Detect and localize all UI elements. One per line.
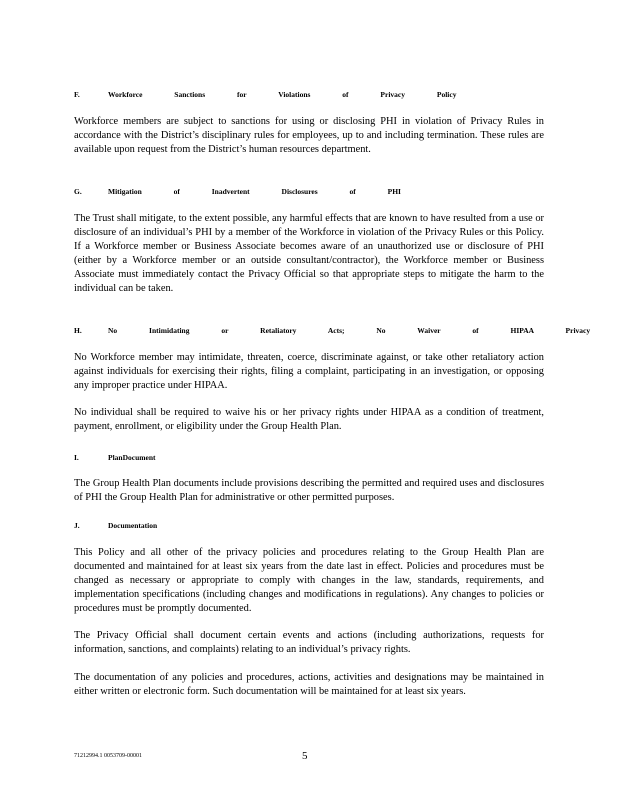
section-title: Mitigation of Inadvertent Disclosures of PHI <box>108 187 401 196</box>
section-letter: J. <box>74 521 80 530</box>
section-title: Workforce Sanctions for Violations of Privacy Policy <box>108 90 457 99</box>
section-title: PlanDocument <box>108 453 156 462</box>
section-title: Documentation <box>108 521 158 530</box>
paragraph: No Workforce member may intimidate, threaten, coerce, discriminate against, or take other retaliatory action against individuals for exercising their rights, filing a complaint, participating in an investigation, or opposing any improper practice under HIPAA. <box>74 352 544 391</box>
section-letter: F. <box>74 90 80 99</box>
section-letter: H. <box>74 326 82 335</box>
paragraph: The Group Health Plan documents include provisions describing the permitted and required uses and disclosures of PHI the Group Health Plan for administrative or other permitted purposes. <box>74 478 544 503</box>
paragraph: No individual shall be required to waive his or her privacy rights under HIPAA as a condition of treatment, payment, enrollment, or eligibility under the Group Health Plan. <box>74 407 544 432</box>
paragraph: The Trust shall mitigate, to the extent possible, any harmful effects that are known to have resulted from a use or disclosure of an individual’s PHI by a member of the Workforce in violation of the Privacy Rules or this Policy. If a Workforce member or Business Associate becomes aware of an unauthorized use or disclosure of PHI (either by a Workforce member or an outside consultant/contractor), the Workforce member or Business Associate must immediately contact the Privacy Official so that appropriate steps to mitigate the harm to the individual can be taken. <box>74 213 544 294</box>
section-letter: G. <box>74 187 82 196</box>
section-title: No Intimidating or Retaliatory Acts; No Waiver of HIPAA Privacy <box>108 326 591 335</box>
footer-document-id: 71212994.1 0053709-00001 <box>74 753 142 759</box>
paragraph: The documentation of any policies and procedures, actions, activities and designations may be maintained in either written or electronic form. Such documentation will be maintained for at least six years. <box>74 672 544 697</box>
page-number: 5 <box>302 750 308 762</box>
paragraph: Workforce members are subject to sanctions for using or disclosing PHI in violation of Privacy Rules in accordance with the District’s disciplinary rules for employees, up to and including termination. These rules are available upon request from the District’s human resources department. <box>74 116 544 155</box>
section-letter: I. <box>74 453 79 462</box>
paragraph: The Privacy Official shall document certain events and actions (including authorizations, requests for information, sanctions, and complaints) relating to an individual’s privacy rights. <box>74 630 544 655</box>
paragraph: This Policy and all other of the privacy policies and procedures relating to the Group Health Plan are documented and maintained for at least six years from the date last in effect. Policies and procedures must be changed as necessary or appropriate to comply with changes in the law, standards, requirements, and implementation specifications (including changes and modifications in regulations). Any changes to policies or procedures must be promptly documented. <box>74 547 544 614</box>
